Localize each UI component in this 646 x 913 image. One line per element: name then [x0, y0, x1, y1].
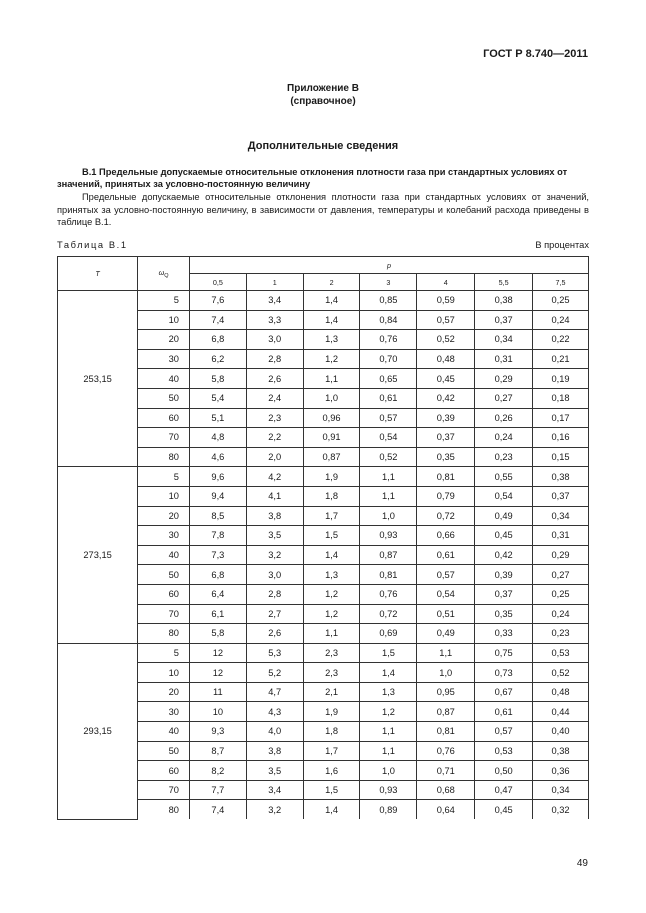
deviation-value-cell: 0,17: [533, 408, 589, 428]
deviation-value-cell: 0,32: [533, 800, 589, 819]
deviation-value-cell: 1,1: [360, 741, 417, 761]
header-pressure: p: [189, 257, 588, 274]
deviation-value-cell: 5,8: [189, 624, 246, 644]
header-pressure-value: 5,5: [475, 274, 533, 291]
deviation-value-cell: 2,8: [246, 584, 303, 604]
deviation-value-cell: 6,2: [189, 349, 246, 369]
deviation-value-cell: 12: [189, 663, 246, 683]
flow-variation-cell: 70: [138, 428, 190, 448]
deviation-value-cell: 2,6: [246, 624, 303, 644]
deviation-value-cell: 1,1: [360, 467, 417, 487]
table-row: [58, 682, 589, 702]
deviation-value-cell: 0,34: [475, 330, 533, 350]
deviation-value-cell: 3,0: [246, 330, 303, 350]
deviation-value-cell: 0,22: [533, 330, 589, 350]
deviation-value-cell: 0,26: [475, 408, 533, 428]
section-title: Дополнительные сведения: [247, 140, 399, 152]
table-row: [58, 741, 589, 761]
deviation-value-cell: 0,24: [533, 604, 589, 624]
deviation-value-cell: 7,3: [189, 545, 246, 565]
deviation-value-cell: 0,27: [475, 388, 533, 408]
deviation-value-cell: 0,85: [360, 291, 417, 311]
deviation-value-cell: 0,42: [475, 545, 533, 565]
deviation-value-cell: 0,50: [475, 761, 533, 781]
deviation-value-cell: 0,55: [475, 467, 533, 487]
deviation-value-cell: 3,4: [246, 780, 303, 800]
deviation-value-cell: 0,42: [417, 388, 475, 408]
deviation-value-cell: 3,8: [246, 506, 303, 526]
table-row: [58, 467, 589, 487]
deviation-value-cell: 0,71: [417, 761, 475, 781]
deviation-value-cell: 0,52: [533, 663, 589, 683]
deviation-value-cell: 1,6: [303, 761, 360, 781]
deviation-value-cell: 2,3: [246, 408, 303, 428]
deviation-value-cell: 0,37: [533, 486, 589, 506]
deviation-value-cell: 8,7: [189, 741, 246, 761]
deviation-value-cell: 0,47: [475, 780, 533, 800]
deviation-value-cell: 5,3: [246, 643, 303, 663]
deviation-value-cell: 0,44: [533, 702, 589, 722]
table-row: [58, 408, 589, 428]
appendix-heading: [0, 82, 646, 108]
deviation-value-cell: 0,81: [417, 467, 475, 487]
deviation-value-cell: 0,48: [417, 349, 475, 369]
table-row: [58, 428, 589, 448]
deviation-value-cell: 0,31: [475, 349, 533, 369]
deviation-value-cell: 9,4: [189, 486, 246, 506]
deviation-value-cell: 1,8: [303, 722, 360, 742]
deviation-value-cell: 0,33: [475, 624, 533, 644]
deviation-value-cell: 0,54: [475, 486, 533, 506]
deviation-value-cell: 1,7: [303, 741, 360, 761]
deviation-value-cell: 7,6: [189, 291, 246, 311]
deviation-value-cell: 0,24: [533, 310, 589, 330]
deviation-value-cell: 1,1: [303, 369, 360, 389]
flow-variation-cell: 40: [138, 369, 190, 389]
deviation-value-cell: 4,2: [246, 467, 303, 487]
table-row: [58, 526, 589, 546]
deviation-value-cell: 0,61: [475, 702, 533, 722]
document-standard-number: ГОСТ Р 8.740—2011: [483, 48, 588, 60]
deviation-value-cell: 0,67: [475, 682, 533, 702]
deviation-value-cell: 0,45: [417, 369, 475, 389]
header-temperature: T: [58, 257, 138, 291]
flow-variation-cell: 80: [138, 447, 190, 467]
deviation-value-cell: 0,34: [533, 506, 589, 526]
deviation-value-cell: 4,0: [246, 722, 303, 742]
deviation-value-cell: 0,48: [533, 682, 589, 702]
header-pressure-value: 1: [246, 274, 303, 291]
deviation-value-cell: 1,5: [303, 526, 360, 546]
deviation-value-cell: 2,3: [303, 663, 360, 683]
deviation-value-cell: 0,23: [475, 447, 533, 467]
flow-variation-cell: 30: [138, 349, 190, 369]
flow-variation-cell: 80: [138, 800, 190, 819]
deviation-value-cell: 3,2: [246, 800, 303, 819]
deviation-value-cell: 0,34: [533, 780, 589, 800]
deviation-value-cell: 0,72: [417, 506, 475, 526]
deviation-value-cell: 4,7: [246, 682, 303, 702]
page-number: 49: [576, 858, 588, 869]
flow-variation-cell: 5: [138, 467, 190, 487]
deviation-value-cell: 3,2: [246, 545, 303, 565]
deviation-value-cell: 0,57: [417, 310, 475, 330]
deviation-value-cell: 2,4: [246, 388, 303, 408]
deviation-value-cell: 8,2: [189, 761, 246, 781]
deviation-value-cell: 4,3: [246, 702, 303, 722]
header-pressure-value: 0,5: [189, 274, 246, 291]
deviation-value-cell: 0,81: [360, 565, 417, 585]
deviation-table: [57, 256, 589, 820]
header-pressure-value: 2: [303, 274, 360, 291]
deviation-value-cell: 1,5: [360, 643, 417, 663]
deviation-value-cell: 8,5: [189, 506, 246, 526]
deviation-value-cell: 0,53: [533, 643, 589, 663]
table-row: [58, 702, 589, 722]
deviation-value-cell: 0,72: [360, 604, 417, 624]
table-row: [58, 310, 589, 330]
flow-variation-cell: 10: [138, 663, 190, 683]
deviation-value-cell: 11: [189, 682, 246, 702]
deviation-value-cell: 0,73: [475, 663, 533, 683]
deviation-value-cell: 0,69: [360, 624, 417, 644]
deviation-value-cell: 0,31: [533, 526, 589, 546]
deviation-value-cell: 0,84: [360, 310, 417, 330]
deviation-value-cell: 0,39: [475, 565, 533, 585]
table-header: [58, 257, 589, 291]
deviation-value-cell: 0,35: [475, 604, 533, 624]
deviation-value-cell: 3,3: [246, 310, 303, 330]
table-units: В процентах: [535, 240, 589, 250]
table-row: [58, 545, 589, 565]
deviation-value-cell: 6,4: [189, 584, 246, 604]
deviation-value-cell: 0,37: [417, 428, 475, 448]
deviation-value-cell: 2,0: [246, 447, 303, 467]
table-row: [58, 643, 589, 663]
deviation-value-cell: 6,1: [189, 604, 246, 624]
deviation-value-cell: 9,6: [189, 467, 246, 487]
deviation-value-cell: 1,8: [303, 486, 360, 506]
flow-variation-cell: 60: [138, 408, 190, 428]
flow-variation-cell: 10: [138, 486, 190, 506]
flow-variation-cell: 50: [138, 565, 190, 585]
deviation-value-cell: 2,3: [303, 643, 360, 663]
flow-variation-cell: 20: [138, 682, 190, 702]
flow-variation-cell: 20: [138, 330, 190, 350]
deviation-value-cell: 0,36: [533, 761, 589, 781]
table-row: [58, 447, 589, 467]
deviation-value-cell: 0,29: [475, 369, 533, 389]
table-row: [58, 800, 589, 819]
deviation-value-cell: 1,3: [360, 682, 417, 702]
deviation-value-cell: 0,66: [417, 526, 475, 546]
deviation-value-cell: 0,52: [417, 330, 475, 350]
table-row: [58, 369, 589, 389]
temperature-cell: 253,15: [58, 291, 138, 467]
deviation-value-cell: 1,4: [303, 291, 360, 311]
deviation-value-cell: 1,0: [360, 761, 417, 781]
deviation-value-cell: 0,59: [417, 291, 475, 311]
deviation-value-cell: 0,45: [475, 800, 533, 819]
deviation-value-cell: 1,1: [303, 624, 360, 644]
deviation-value-cell: 0,25: [533, 584, 589, 604]
deviation-value-cell: 0,93: [360, 526, 417, 546]
deviation-value-cell: 0,61: [417, 545, 475, 565]
deviation-value-cell: 0,87: [303, 447, 360, 467]
deviation-value-cell: 0,89: [360, 800, 417, 819]
deviation-value-cell: 0,87: [417, 702, 475, 722]
temperature-cell: 273,15: [58, 467, 138, 643]
deviation-value-cell: 0,95: [417, 682, 475, 702]
deviation-value-cell: 5,2: [246, 663, 303, 683]
table-row: [58, 663, 589, 683]
deviation-value-cell: 0,65: [360, 369, 417, 389]
deviation-value-cell: 1,4: [360, 663, 417, 683]
table-row: [58, 486, 589, 506]
flow-variation-cell: 50: [138, 388, 190, 408]
deviation-value-cell: 4,1: [246, 486, 303, 506]
deviation-value-cell: 3,5: [246, 526, 303, 546]
deviation-value-cell: 1,9: [303, 702, 360, 722]
table-row: [58, 780, 589, 800]
deviation-value-cell: 1,0: [417, 663, 475, 683]
deviation-value-cell: 0,91: [303, 428, 360, 448]
flow-variation-cell: 20: [138, 506, 190, 526]
deviation-value-cell: 0,35: [417, 447, 475, 467]
deviation-value-cell: 1,4: [303, 545, 360, 565]
flow-variation-cell: 40: [138, 722, 190, 742]
flow-variation-cell: 70: [138, 780, 190, 800]
deviation-value-cell: 0,37: [475, 584, 533, 604]
table-row: [58, 291, 589, 311]
table-row: [58, 330, 589, 350]
deviation-value-cell: 1,9: [303, 467, 360, 487]
deviation-value-cell: 7,4: [189, 800, 246, 819]
deviation-value-cell: 0,70: [360, 349, 417, 369]
deviation-value-cell: 0,39: [417, 408, 475, 428]
deviation-value-cell: 4,6: [189, 447, 246, 467]
deviation-value-cell: 7,7: [189, 780, 246, 800]
deviation-value-cell: 1,4: [303, 310, 360, 330]
deviation-value-cell: 0,51: [417, 604, 475, 624]
table-row: [58, 604, 589, 624]
appendix-title: Приложение В: [287, 83, 359, 94]
deviation-value-cell: 2,2: [246, 428, 303, 448]
deviation-value-cell: 0,76: [360, 330, 417, 350]
deviation-value-cell: 0,29: [533, 545, 589, 565]
deviation-value-cell: 0,54: [360, 428, 417, 448]
body-paragraph: Предельные допускаемые относительные отклонения плотности газа при стандартных условиях от значений, принятых за условно-постоянную величину, в зависимости от давления, температуры и колебаний расхода приведены в таблице В.1.: [57, 192, 589, 227]
deviation-value-cell: 0,57: [475, 722, 533, 742]
deviation-value-cell: 0,76: [417, 741, 475, 761]
table-row: [58, 506, 589, 526]
deviation-value-cell: 1,2: [303, 349, 360, 369]
deviation-value-cell: 0,57: [360, 408, 417, 428]
deviation-value-cell: 0,64: [417, 800, 475, 819]
deviation-value-cell: 0,15: [533, 447, 589, 467]
deviation-value-cell: 3,5: [246, 761, 303, 781]
temperature-cell: 293,15: [58, 643, 138, 819]
deviation-value-cell: 1,1: [360, 486, 417, 506]
flow-variation-cell: 40: [138, 545, 190, 565]
deviation-value-cell: 6,8: [189, 330, 246, 350]
deviation-value-cell: 0,38: [475, 291, 533, 311]
deviation-value-cell: 5,4: [189, 388, 246, 408]
deviation-value-cell: 3,0: [246, 565, 303, 585]
header-pressure-value: 3: [360, 274, 417, 291]
header-pressure-value: 4: [417, 274, 475, 291]
deviation-value-cell: 1,0: [303, 388, 360, 408]
table-row: [58, 388, 589, 408]
deviation-value-cell: 1,5: [303, 780, 360, 800]
table-row: [58, 624, 589, 644]
deviation-value-cell: 0,23: [533, 624, 589, 644]
deviation-value-cell: 0,53: [475, 741, 533, 761]
flow-variation-cell: 60: [138, 761, 190, 781]
deviation-value-cell: 1,1: [417, 643, 475, 663]
deviation-value-cell: 5,8: [189, 369, 246, 389]
deviation-value-cell: 4,8: [189, 428, 246, 448]
table-row: [58, 584, 589, 604]
header-pressure-value: 7,5: [533, 274, 589, 291]
deviation-value-cell: 0,16: [533, 428, 589, 448]
deviation-value-cell: 1,0: [360, 506, 417, 526]
deviation-value-cell: 0,49: [417, 624, 475, 644]
deviation-value-cell: 9,3: [189, 722, 246, 742]
deviation-value-cell: 0,38: [533, 467, 589, 487]
deviation-value-cell: 0,19: [533, 369, 589, 389]
deviation-value-cell: 1,2: [360, 702, 417, 722]
deviation-value-cell: 0,87: [360, 545, 417, 565]
table-row: [58, 565, 589, 585]
deviation-value-cell: 0,75: [475, 643, 533, 663]
subsection-title: В.1 Предельные допускаемые относительные отклонения плотности газа при стандартных условиях от значений, принятых за условно-постоянную величину: [57, 167, 568, 189]
deviation-value-cell: 1,2: [303, 604, 360, 624]
deviation-value-cell: 1,2: [303, 584, 360, 604]
deviation-value-cell: 0,52: [360, 447, 417, 467]
deviation-value-cell: 0,38: [533, 741, 589, 761]
deviation-value-cell: 0,27: [533, 565, 589, 585]
appendix-note: (справочное): [290, 96, 356, 107]
flow-variation-cell: 10: [138, 310, 190, 330]
deviation-value-cell: 1,3: [303, 330, 360, 350]
deviation-value-cell: 3,4: [246, 291, 303, 311]
deviation-value-cell: 2,1: [303, 682, 360, 702]
deviation-value-cell: 0,79: [417, 486, 475, 506]
deviation-value-cell: 12: [189, 643, 246, 663]
flow-variation-cell: 60: [138, 584, 190, 604]
deviation-value-cell: 0,40: [533, 722, 589, 742]
header-flow-variation: $\omega_Q$: [138, 257, 190, 291]
deviation-value-cell: 0,45: [475, 526, 533, 546]
deviation-value-cell: 0,18: [533, 388, 589, 408]
deviation-value-cell: 2,6: [246, 369, 303, 389]
deviation-value-cell: 0,61: [360, 388, 417, 408]
deviation-value-cell: 0,21: [533, 349, 589, 369]
deviation-value-cell: 0,25: [533, 291, 589, 311]
deviation-value-cell: 7,8: [189, 526, 246, 546]
deviation-value-cell: 0,68: [417, 780, 475, 800]
flow-variation-cell: 5: [138, 291, 190, 311]
deviation-value-cell: 1,7: [303, 506, 360, 526]
deviation-value-cell: 2,8: [246, 349, 303, 369]
deviation-value-cell: 0,54: [417, 584, 475, 604]
deviation-value-cell: 0,57: [417, 565, 475, 585]
deviation-value-cell: 1,3: [303, 565, 360, 585]
flow-variation-cell: 50: [138, 741, 190, 761]
deviation-value-cell: 2,7: [246, 604, 303, 624]
flow-variation-cell: 5: [138, 643, 190, 663]
table-row: [58, 761, 589, 781]
deviation-value-cell: 10: [189, 702, 246, 722]
table-caption: Таблица В.1: [57, 240, 128, 250]
table-body: [58, 291, 589, 820]
deviation-value-cell: 7,4: [189, 310, 246, 330]
deviation-value-cell: 1,4: [303, 800, 360, 819]
deviation-value-cell: 0,93: [360, 780, 417, 800]
flow-variation-cell: 30: [138, 702, 190, 722]
deviation-value-cell: 0,96: [303, 408, 360, 428]
deviation-value-cell: 0,81: [417, 722, 475, 742]
deviation-value-cell: 6,8: [189, 565, 246, 585]
flow-variation-cell: 30: [138, 526, 190, 546]
table-row: [58, 349, 589, 369]
deviation-value-cell: 0,49: [475, 506, 533, 526]
table-row: [58, 722, 589, 742]
deviation-value-cell: 0,37: [475, 310, 533, 330]
deviation-value-cell: 1,1: [360, 722, 417, 742]
flow-variation-cell: 70: [138, 604, 190, 624]
deviation-value-cell: 5,1: [189, 408, 246, 428]
deviation-value-cell: 0,76: [360, 584, 417, 604]
deviation-value-cell: 3,8: [246, 741, 303, 761]
flow-variation-cell: 80: [138, 624, 190, 644]
deviation-value-cell: 0,24: [475, 428, 533, 448]
